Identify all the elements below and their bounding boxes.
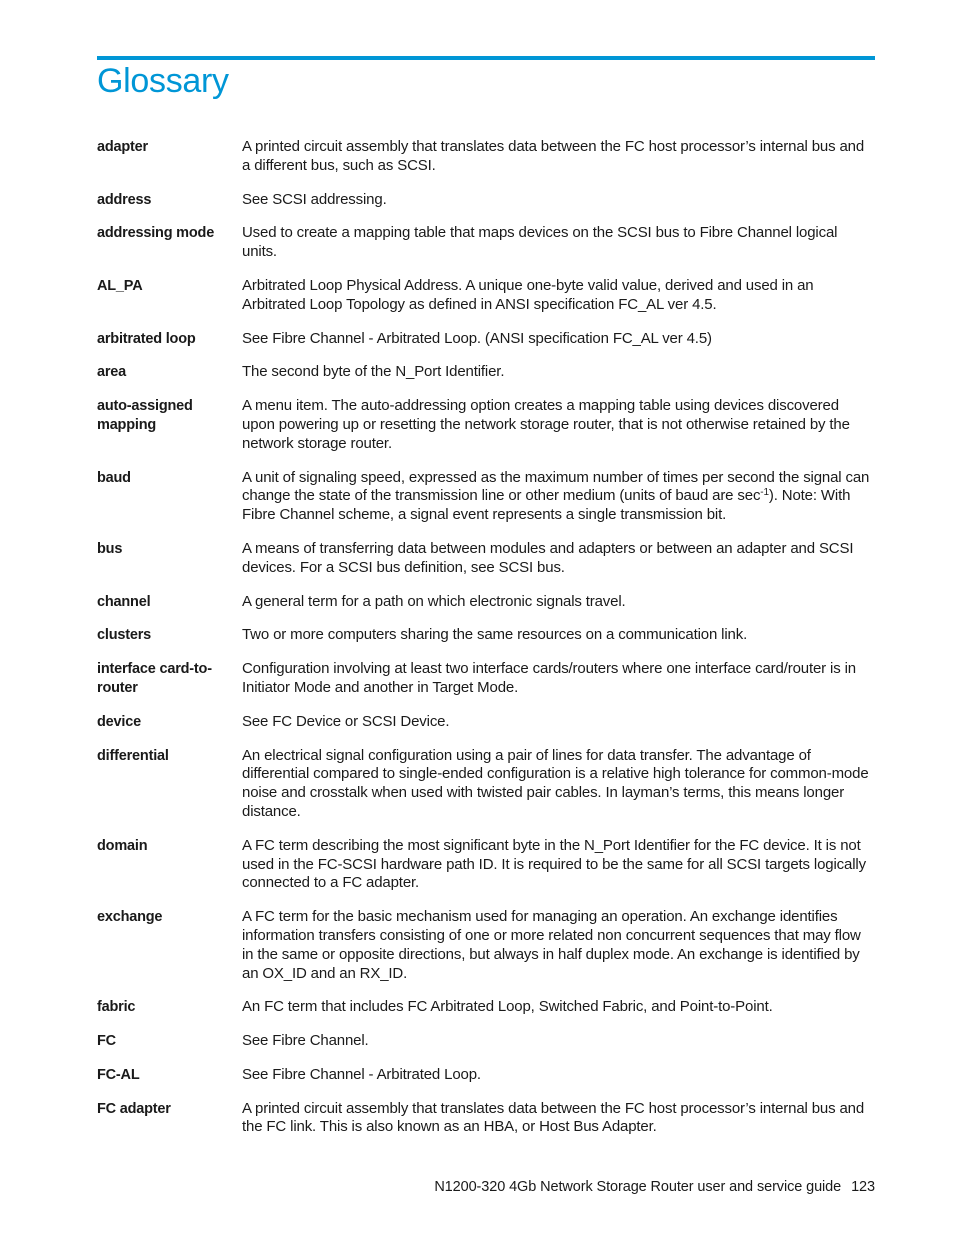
glossary-definition: The second byte of the N_Port Identifier. — [242, 363, 505, 381]
superscript: -1 — [760, 487, 769, 499]
glossary-definition: See SCSI addressing. — [242, 190, 387, 208]
glossary-entry-arbitrated-loop — [97, 330, 875, 349]
footer-guide-title: N1200-320 4Gb Network Storage Router user and service guide — [434, 1179, 842, 1195]
glossary-definition: An electrical signal configuration using a pair of lines for data transfer. The advantage of differential compared to single-ended configuration is a relative high tolerance for common-mode noise and crosstalk when used with twisted pair cables. In layman’s terms, this means longer distance. — [242, 746, 869, 820]
glossary-term: FC adapter — [97, 1100, 171, 1117]
glossary-definition: A printed circuit assembly that translates data between the FC host processor’s internal bus and a different bus, such as SCSI. — [242, 138, 865, 174]
glossary-entry-channel — [97, 593, 875, 612]
glossary-definition: A general term for a path on which electronic signals travel. — [242, 592, 626, 610]
glossary-entry-interface-card-to-router — [97, 660, 875, 698]
glossary-entry-area — [97, 363, 875, 382]
glossary-term: FC — [97, 1033, 116, 1050]
glossary-definition: Used to create a mapping table that maps devices on the SCSI bus to Fibre Channel logical units. — [242, 224, 838, 261]
glossary-entry-fc — [97, 1032, 875, 1051]
glossary-definition: A means of transferring data between modules and adapters or between an adapter and SCSI devices. For a SCSI bus definition, see SCSI bus. — [242, 539, 854, 576]
glossary-term: area — [97, 364, 127, 381]
glossary-entry-bus — [97, 540, 875, 578]
glossary-term: fabric — [97, 999, 136, 1016]
glossary-definition: Two or more computers sharing the same resources on a communication link. — [242, 626, 748, 644]
glossary-entry-adapter — [97, 138, 875, 176]
glossary-term: addressing mode — [97, 225, 215, 242]
glossary-term: interface card-to-router — [97, 661, 212, 696]
glossary-definition: Arbitrated Loop Physical Address. A unique one-byte valid value, derived and used in an Arbitrated Loop Topology as defined in ANSI specification FC_AL ver 4.5. — [242, 276, 814, 313]
glossary-term: auto-assigned mapping — [97, 398, 193, 433]
glossary-definition: A menu item. The auto-addressing option creates a mapping table using devices discovered upon powering up or resetting the network storage router, that is not otherwise retained by the network storage router. — [242, 397, 850, 452]
page-title: Glossary — [97, 62, 229, 100]
glossary-definition: A FC term for the basic mechanism used for managing an operation. An exchange identifies information transfers consisting of one or more related non concurrent sequences that may flow in the same or opposite directions, but always in half duplex mode. An exchange is identified by an OX_ID and an RX_ID. — [242, 908, 861, 982]
glossary-entry-exchange — [97, 908, 875, 983]
glossary-definition: See Fibre Channel - Arbitrated Loop. — [242, 1065, 481, 1083]
glossary-entry-fabric — [97, 998, 875, 1017]
glossary-term: adapter — [97, 139, 148, 155]
glossary-term: differential — [97, 747, 169, 764]
glossary-term: clusters — [97, 627, 152, 644]
glossary-term: baud — [97, 469, 131, 486]
glossary-entry-fc-adapter — [97, 1100, 875, 1138]
glossary-entry-baud — [97, 469, 875, 525]
glossary-term: bus — [97, 540, 123, 557]
glossary-term: address — [97, 191, 152, 208]
glossary-term: arbitrated loop — [97, 330, 196, 347]
glossary-entry-domain — [97, 837, 875, 893]
glossary-entry-addressing-mode — [97, 224, 875, 262]
glossary-term: AL_PA — [97, 277, 143, 294]
glossary-term: device — [97, 713, 141, 730]
glossary-definition — [242, 469, 875, 525]
glossary-definition: See Fibre Channel - Arbitrated Loop. (ANSI specification FC_AL ver 4.5) — [242, 329, 712, 347]
glossary-list — [97, 138, 875, 1152]
glossary-term: exchange — [97, 909, 163, 926]
glossary-definition: A FC term describing the most significant byte in the N_Port Identifier for the FC device. It is not used in the FC-SCSI hardware path ID. It is required to be the same for all SCSI targets logically connected to a FC adapter. — [242, 836, 866, 892]
glossary-definition: A printed circuit assembly that translates data between the FC host processor’s internal bus and the FC link. This is also known as an HBA, or Host Bus Adapter. — [242, 1099, 865, 1136]
glossary-entry-fc-al — [97, 1066, 875, 1085]
page-footer — [434, 1179, 875, 1195]
glossary-entry-address — [97, 191, 875, 210]
glossary-entry-al-pa — [97, 277, 875, 315]
glossary-definition: See FC Device or SCSI Device. — [242, 712, 450, 730]
glossary-definition: See Fibre Channel. — [242, 1032, 369, 1050]
glossary-term: channel — [97, 593, 151, 610]
glossary-entry-clusters — [97, 626, 875, 645]
glossary-entry-device — [97, 713, 875, 732]
definition-text: ). Note: With Fibre Channel scheme, a signal event represents a single transmission bit. — [242, 487, 851, 524]
glossary-term: FC-AL — [97, 1066, 140, 1083]
page-number: 123 — [851, 1179, 875, 1195]
glossary-entry-auto-assigned-mapping — [97, 397, 875, 453]
definition-text: A unit of signaling speed, expressed as the maximum number of times per second the signal can change the state of the transmission line or other medium (units of baud are sec — [242, 468, 870, 505]
glossary-definition: Configuration involving at least two interface cards/routers where one interface card/router is in Initiator Mode and another in Target Mode. — [242, 660, 856, 696]
title-rule — [97, 56, 875, 60]
glossary-definition: An FC term that includes FC Arbitrated Loop, Switched Fabric, and Point-to-Point. — [242, 998, 773, 1016]
glossary-term: domain — [97, 837, 148, 854]
glossary-entry-differential — [97, 747, 875, 822]
